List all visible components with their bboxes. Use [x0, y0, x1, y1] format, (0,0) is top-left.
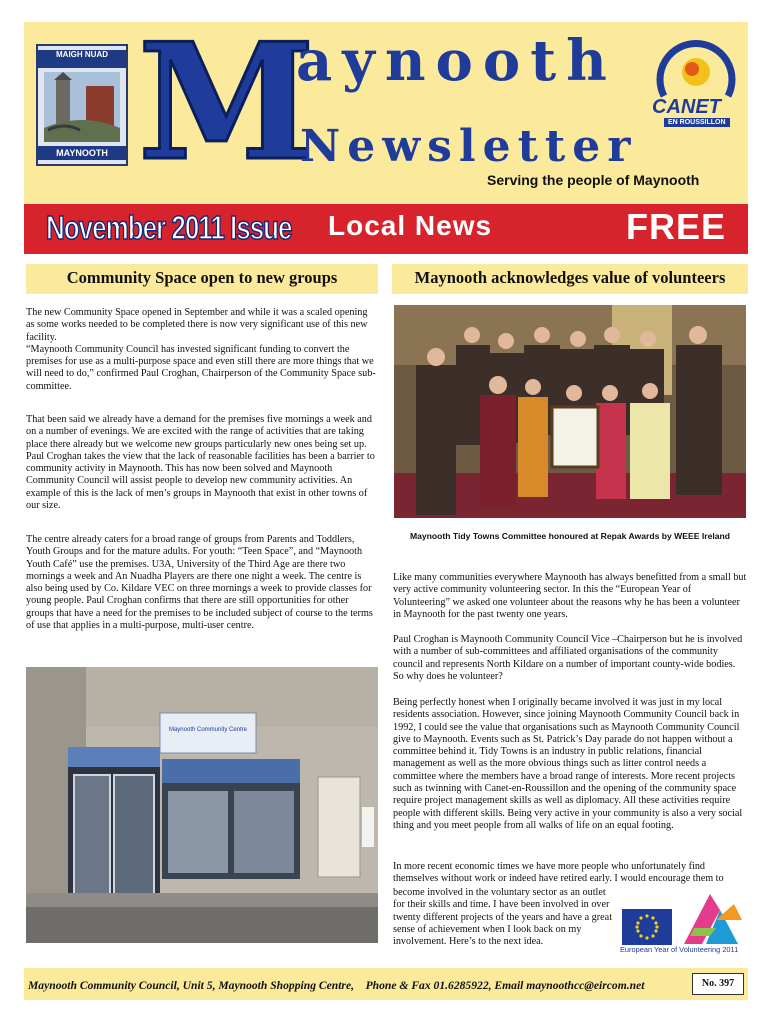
left-article-paragraph: The new Community Space opened in September and while it was a scaled opening as some works needed to be completed there is now very significant use of this new facility. “Maynooth Community Council has invested significant funding to convert the premises for use as a multi-purpose space and even still there are more things that we will need to do,” confirmed Paul Croghan, Chairperson of the Community Space sub-committee. — [26, 307, 376, 392]
right-article-headline: Maynooth acknowledges value of volunteers — [414, 268, 726, 287]
price-label: FREE — [626, 206, 727, 247]
crest-castle-image — [44, 72, 120, 142]
volunteering-year-logo-icon — [676, 890, 746, 946]
right-article-paragraph: become involved in the voluntary sector as an outlet for their skills and time. I have been involved in over twenty different projects of the years and have a great sense of achievement when I look back on my involvement. Here’s to the next idea. — [393, 887, 613, 948]
crest-top-label: MAIGH NUAD — [38, 50, 126, 68]
volunteering-year-caption: European Year of Volunteering 2011 — [620, 945, 739, 954]
title-line-2: Newsletter — [300, 121, 638, 172]
community-space-building-photo — [26, 667, 378, 943]
tagline: Serving the people of Maynooth — [487, 172, 700, 188]
right-article-paragraph: Paul Croghan is Maynooth Community Council Vice –Chairperson but he is involved with a number of sub-committees and affiliated organisations of the community council and represents North Kildare on a number of important county-wide bodies. So why does he volunteer? — [393, 634, 743, 682]
left-article-headline: Community Space open to new groups — [66, 268, 338, 287]
issue-number-badge: No. 397 — [692, 973, 744, 995]
footer-contact-text: Maynooth Community Council, Unit 5, Maynooth Shopping Centre, Phone & Fax 01.6285922, Email maynoothcc@eircom.net — [28, 979, 645, 992]
crest-bottom-label: MAYNOOTH — [38, 146, 126, 160]
title-line-1: aynooth — [296, 28, 617, 94]
building-sign-text: Maynooth Community Centre — [168, 727, 248, 733]
canet-logo-subtext: EN ROUSSILLON — [664, 118, 730, 127]
left-article-paragraph: That been said we already have a demand for the premises five mornings a week and on a number of evenings. We are excited with the range of activities that are taking place there already but we welcome new groups particularly new ones being set up. Paul Croghan takes the view that the lack of reasonable facilities has been a barrier to community activity in Maynooth. This has now been solved and Maynooth Community Council will assist people to develop new community activities. An example of this is the lack of men’s groups in Maynooth that exist in other towns of our size. — [26, 414, 375, 512]
eu-flag-icon — [622, 909, 672, 945]
right-article-paragraph: Being perfectly honest when I originally became involved it was just in my local residents association. However, since joining Maynooth Community Council back in 1992, I could see the value that organisations such as Maynooth Community Council give to Maynooth. Events such as St. Patrick’s Day parade do not happen without a committee behind it. Tidy Towns is an industry in public relations, financial management as well as the more obvious things such as litter control needs a committee where the members have a broad range of interests. More recent projects such as twinning with Canet-en-Roussillon and the opening of the community space require project management skills as well as diplomacy. All these activities require people with different skills. Being very active in your community is also a very social thing and you meet people from all walks of life on an equal footing. — [393, 697, 743, 831]
issue-label: November 2011 Issue — [46, 208, 292, 247]
right-article-paragraph: Like many communities everywhere Maynooth has always benefitted from a small but very active community volunteering sector. In this the “European Year of Volunteering” we asked one volunteer about the reasons why he has been a volunteer in Maynooth for the past twenty one years. — [393, 572, 747, 620]
photo-caption: Maynooth Tidy Towns Committee honoured at Repak Awards by WEEE Ireland — [409, 531, 731, 541]
title-initial: M — [138, 8, 312, 196]
canet-logo-text: CANET — [652, 96, 721, 118]
maynooth-crest-logo — [36, 44, 128, 166]
volunteers-group-photo — [394, 305, 746, 518]
left-article-paragraph: The centre already caters for a broad range of groups from Parents and Toddlers, Youth Groups and for the mature adults. For youth: “Teen Space”, and “Maynooth Youth Café” use the premises. U3A, University of the Third Age are there two mornings a week and An Nuadha Players are there one night a week. The centre is also being used by Co. Kildare VEC on three mornings a week to provide classes for young people. Paul Croghan confirms that there are still opportunities for other groups that have a need for the premises to be included subject of course to the terms of use that applies in a multi-purpose, multi-user centre. — [26, 534, 373, 632]
right-article-paragraph: In more recent economic times we have more people who unfortunately find themselves without work or indeed have retired early. I would encourage them to — [393, 861, 724, 885]
section-label: Local News — [328, 210, 493, 241]
